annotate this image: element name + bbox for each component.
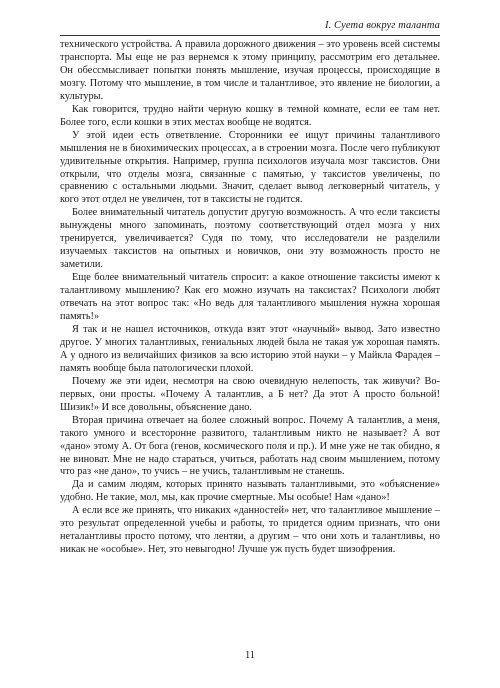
body-text (60, 39, 440, 557)
paragraph: У этой идеи есть ответвление. Сторонники ее ищут причины талантливого мышления не в биохимических процессах, а в строении мозга. После чего публикуют удивительные открытия. Например, группа психологов изучала мозг таксистов. Они открыли, что отделы мозга, связанные с памятью, у таксистов увеличены, по сравнению с остальными людьми. Значит, сделает вывод легковерный читатель, у кого этот отдел не увеличен, тот в таксисты не годится. (60, 129, 440, 206)
running-title: I. Суета вокруг таланта (325, 20, 440, 31)
paragraph: Как говорится, трудно найти черную кошку в темной комнате, если ее там нет. Более того, если кошки в этих местах вообще не водятся. (60, 103, 440, 128)
paragraph: Почему же эти идеи, несмотря на свою очевидную нелепость, так живучи? Во-первых, они просты. «Почему А талантлив, а Б нет? Да этот А просто больной! Шизик!» И все довольны, объяснение дано. (60, 375, 440, 413)
paragraph: Вторая причина отвечает на более сложный вопрос. Почему А талантлив, а меня, такого умного и всесторонне развитого, талантливым никто не называет? А вот «дано» этому А. От бога (генов, космического поля и пр.). И мне уже не так обидно, я не виноват. Мне не надо стараться, учиться, работать над своим мышлением, потому что раз «не дано», то учись – не учись, талантливым не станешь. (60, 414, 440, 478)
page-number: 11 (244, 650, 256, 661)
paragraph: Я так и не нашел источников, откуда взят этот «научный» вывод. Зато известно другое. У многих талантливых, гениальных людей была не такая уж хорошая память. А у одного из величайших физиков за всю историю этой науки – у Майкла Фарадея – память вообще была патологически плохой. (60, 323, 440, 374)
paragraph: технического устройства. А правила дорожного движения – это уровень всей системы транспорта. Мы еще не раз вернемся к этому принципу, рассмотрим его детальнее. Он обессмысливает попытки понять мышление, изучая процессы, происходящие в мозгу. Потому что мышление, в том числе и талантливое, это явление не биологии, а культуры. (60, 39, 440, 102)
paragraph: Более внимательный читатель допустит другую возможность. А что если таксисты вынуждены много запоминать, поэтому соответствующий отдел мозга у них тренируется, увеличивается? Судя по тому, что исследователи не разделили изучаемых таксистов на опытных и новичков, они эту возможность просто не заметили. (60, 207, 440, 271)
paragraph: Да и самим людям, которых принято называть талантливыми, это «объяснение» удобно. Не такие, мол, мы, как прочие смертные. Мы особые! Нам «дано»! (60, 479, 440, 504)
paragraph: Еще более внимательный читатель спросит: а какое отношение таксисты имеют к талантливому мышлению? Как его можно изучать на таксистах? Психологи любят отвечать на этот вопрос так: «Но ведь для талантливого мышления нужна хорошая память!» (60, 272, 440, 323)
paragraph: А если все же принять, что никаких «данностей» нет, что талантливое мышление – это результат определенной учебы и работы, то придется одним признать, что они неталантливы просто потому, что лентяи, а другим – что они хоть и талантливы, но никак не «особые». Нет, это невыгодно! Лучше уж пусть будет шизофрения. (60, 505, 440, 556)
header-rule (60, 35, 440, 36)
